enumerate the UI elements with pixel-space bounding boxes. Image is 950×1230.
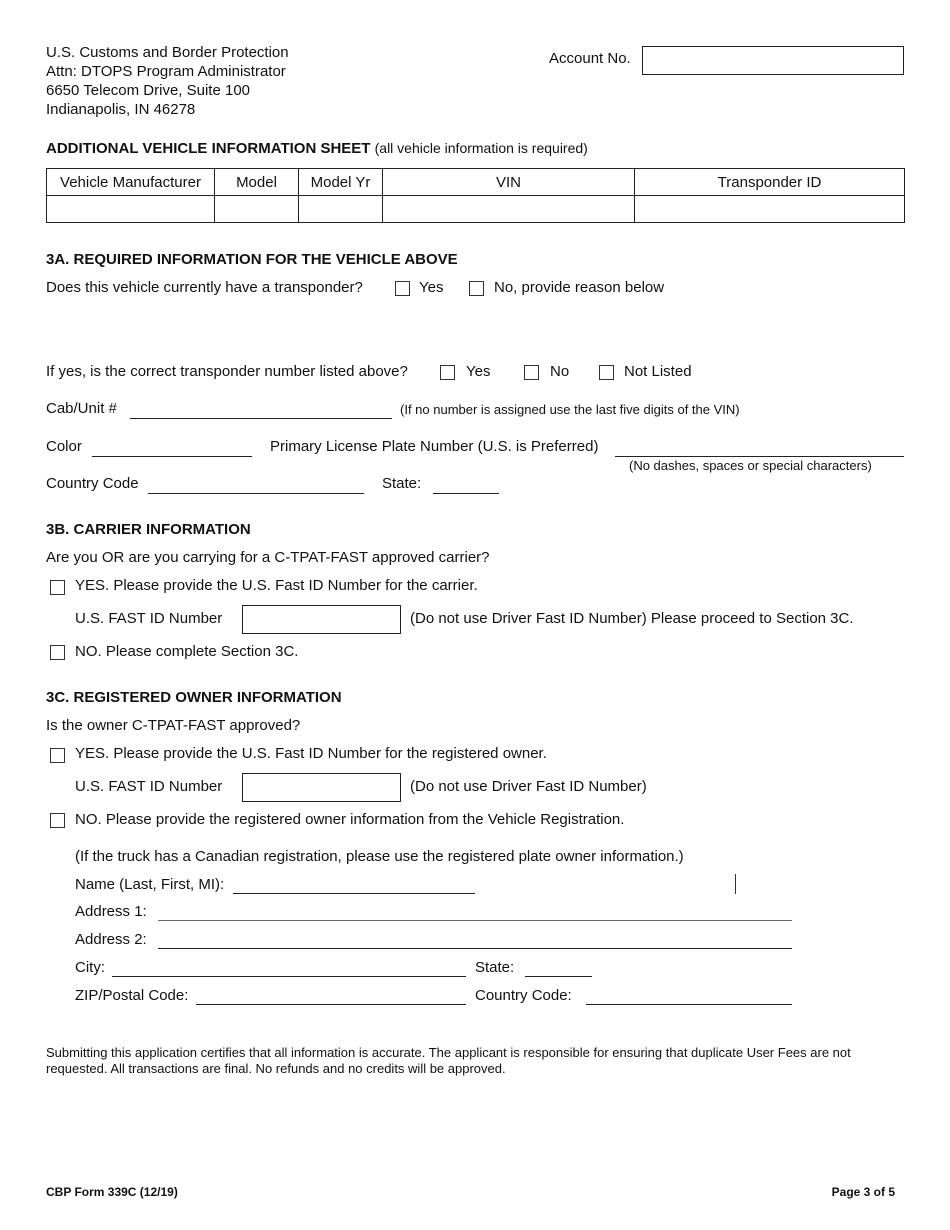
owner-no-checkbox[interactable]: [50, 813, 65, 828]
vehicle-table-header: [47, 169, 905, 196]
license-plate-field[interactable]: [615, 456, 904, 457]
correct-yes-label: Yes: [466, 363, 491, 380]
canadian-note: (If the truck has a Canadian registration, please use the registered plate owner information.): [75, 848, 684, 865]
correct-transponder-question: If yes, is the correct transponder number listed above?: [46, 363, 408, 380]
carrier-no-checkbox[interactable]: [50, 645, 65, 660]
vehicle-table: [46, 168, 905, 223]
carrier-fast-id-field[interactable]: [242, 605, 401, 634]
sheet-title-text: ADDITIONAL VEHICLE INFORMATION SHEET: [46, 140, 371, 157]
col-vehicle-manufacturer: Vehicle Manufacturer: [47, 169, 215, 196]
carrier-yes-checkbox[interactable]: [50, 580, 65, 595]
address-line-3: 6650 Telecom Drive, Suite 100: [46, 82, 251, 99]
model-field[interactable]: [215, 196, 299, 223]
address2-field[interactable]: [158, 948, 792, 949]
owner-yes-checkbox[interactable]: [50, 748, 65, 763]
owner-state-field[interactable]: [525, 976, 592, 977]
state-field[interactable]: [433, 493, 499, 494]
owner-no-text: NO. Please provide the registered owner information from the Vehicle Registration.: [75, 811, 625, 828]
color-label: Color: [46, 438, 82, 455]
certification-text: Submitting this application certifies that all information is accurate. The applicant is responsible for ensuring that duplicate User Fees are not requested. All transactions are final. No refunds and no credits will be approved.: [46, 1045, 851, 1076]
carrier-no-text: NO. Please complete Section 3C.: [75, 643, 299, 660]
vin-field[interactable]: [383, 196, 635, 223]
country-code-field[interactable]: [148, 493, 364, 494]
transponder-yes-checkbox[interactable]: [395, 281, 410, 296]
carrier-fast-id-note: (Do not use Driver Fast ID Number) Please proceed to Section 3C.: [410, 610, 854, 627]
carrier-fast-id-label: U.S. FAST ID Number: [75, 610, 223, 627]
cab-unit-field[interactable]: [130, 418, 392, 419]
country-code-label: Country Code: [46, 475, 139, 492]
city-label: City:: [75, 959, 105, 976]
not-listed-label: Not Listed: [624, 363, 692, 380]
col-vin: VIN: [383, 169, 635, 196]
transponder-no-label: No, provide reason below: [494, 279, 665, 296]
address1-label: Address 1:: [75, 903, 147, 920]
address1-field[interactable]: [158, 920, 792, 921]
owner-name-label: Name (Last, First, MI):: [75, 876, 225, 893]
color-field[interactable]: [92, 456, 252, 457]
owner-fast-id-label: U.S. FAST ID Number: [75, 778, 223, 795]
section-3b-heading: 3B. CARRIER INFORMATION: [46, 521, 251, 538]
correct-yes-checkbox[interactable]: [440, 365, 455, 380]
owner-country-field[interactable]: [586, 1004, 792, 1005]
cab-unit-note: (If no number is assigned use the last five digits of the VIN): [400, 402, 740, 417]
cab-unit-label: Cab/Unit #: [46, 400, 117, 417]
sheet-title-note: (all vehicle information is required): [374, 140, 588, 156]
state-label: State:: [382, 475, 422, 492]
owner-country-label: Country Code:: [475, 987, 572, 1004]
owner-name-field[interactable]: [233, 893, 475, 894]
section-3a-heading: 3A. REQUIRED INFORMATION FOR THE VEHICLE ABOVE: [46, 251, 458, 268]
owner-fast-id-field[interactable]: [242, 773, 401, 802]
col-model-yr: Model Yr: [299, 169, 383, 196]
vehicle-manufacturer-field[interactable]: [47, 196, 215, 223]
account-label: Account No.: [549, 50, 631, 67]
address-line-2: Attn: DTOPS Program Administrator: [46, 63, 286, 80]
col-transponder-id: Transponder ID: [635, 169, 905, 196]
license-plate-note: (No dashes, spaces or special characters): [629, 458, 872, 473]
city-field[interactable]: [112, 976, 466, 977]
zip-field[interactable]: [196, 1004, 466, 1005]
owner-state-label: State:: [475, 959, 515, 976]
license-plate-label: Primary License Plate Number (U.S. is Preferred): [270, 438, 599, 455]
address-line-1: U.S. Customs and Border Protection: [46, 44, 289, 61]
owner-question: Is the owner C-TPAT-FAST approved?: [46, 717, 301, 734]
transponder-no-checkbox[interactable]: [469, 281, 484, 296]
sheet-title: [46, 140, 588, 157]
correct-no-label: No: [550, 363, 570, 380]
model-yr-field[interactable]: [299, 196, 383, 223]
transponder-question: Does this vehicle currently have a transponder?: [46, 279, 363, 296]
correct-no-checkbox[interactable]: [524, 365, 539, 380]
carrier-yes-text: YES. Please provide the U.S. Fast ID Number for the carrier.: [75, 577, 478, 594]
col-model: Model: [215, 169, 299, 196]
vehicle-table-row: [47, 196, 905, 223]
text-cursor: [735, 874, 736, 894]
account-number-field[interactable]: [642, 46, 904, 75]
zip-label: ZIP/Postal Code:: [75, 987, 189, 1004]
section-3c-heading: 3C. REGISTERED OWNER INFORMATION: [46, 689, 342, 706]
owner-yes-text: YES. Please provide the U.S. Fast ID Number for the registered owner.: [75, 745, 547, 762]
carrier-question: Are you OR are you carrying for a C-TPAT-FAST approved carrier?: [46, 549, 490, 566]
owner-fast-id-note: (Do not use Driver Fast ID Number): [410, 778, 647, 795]
transponder-yes-label: Yes: [419, 279, 444, 296]
address-line-4: Indianapolis, IN 46278: [46, 101, 196, 118]
transponder-id-field[interactable]: [635, 196, 905, 223]
address2-label: Address 2:: [75, 931, 147, 948]
form-id: CBP Form 339C (12/19): [46, 1185, 178, 1199]
not-listed-checkbox[interactable]: [599, 365, 614, 380]
page-number: Page 3 of 5: [831, 1185, 895, 1199]
